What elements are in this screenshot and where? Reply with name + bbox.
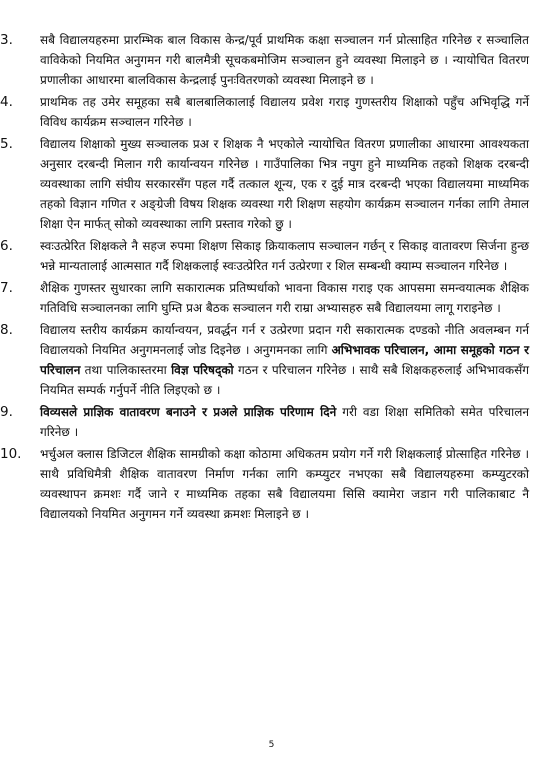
item-number: 10. xyxy=(0,446,22,462)
item-text: शैक्षिक गुणस्तर सुधारका लागि सकारात्मक प्रतिष्पर्धाको भावना विकास गराइ एक आपसमा समन्वयात्मक शैक्षिक गतिविधि सञ्चालनका लागि घुम्ति प्रअ बैठक सञ्चालन गरी राम्रा अभ्यासहरु सबै विद्यालयमा लागू गराइनेछ । xyxy=(40,281,529,315)
list-item xyxy=(0,278,543,318)
item-text: स्वःउत्प्रेरित शिक्षकले नै सहज रुपमा शिक्षण सिकाइ क्रियाकलाप सञ्चालन गर्छन् र सिकाइ वातावरण सिर्जना हुन्छ भन्ने मान्यतालाई आत्मसात गर्दै शिक्षकलाई स्वःउत्प्रेरित गर्न उत्प्रेरणा र शिल सम्बन्धी क्याम्प सञ्चालन गरिनेछ । xyxy=(40,239,529,273)
list-item xyxy=(0,30,543,90)
bold-phrase: विव्यसले प्राज्ञिक वातावरण बनाउने र प्रअले प्राज्ञिक परिणाम दिने xyxy=(40,405,337,419)
item-number: 5. xyxy=(0,136,13,152)
item-text: विद्यालय शिक्षाको मुख्य सञ्चालक प्रअ र शिक्षक नै भएकोले न्यायोचित वितरण प्रणालीका आधारमा आवश्यकता अनुसार दरबन्दी मिलान गरी कार्यान्वयन गरिनेछ । गाउँपालिका भित्र नपुग हुने माध्यमिक तहको शिक्षक दरबन्दी व्यवस्थाका लागि संघीय सरकारसँग पहल गर्दै तत्काल शून्य, एक र दुई मात्र दरबन्दी भएका विद्यालयमा माध्यमिक तहको विज्ञान गणित र अङ्ग्रेजी विषय शिक्षक व्यवस्था गरी शिक्षण सहयोग कार्यक्रम सञ्चालन गर्नका लागि तेमाल शिक्षा ऐन मार्फत् सोको व्यवस्थाका लागि प्रस्ताव गरेको छु । xyxy=(40,137,529,231)
item-text: विद्यालय स्तरीय कार्यक्रम कार्यान्वयन, प्रवर्द्धन गर्न र उत्प्रेरणा प्रदान गरी सकारात्मक दण्डको नीति अवलम्बन गर्न विद्यालयको नियमित अनुगमनलाई जोड दिइनेछ । अनुगमनका लागि अभिभावक परिचालन, आमा समूहको गठन र परिचालन तथा पालिकास्तरमा विज्ञ परिषद्को गठन र परिचालन गरिनेछ । साथै सबै शिक्षकहरुलाई अभिभावकसँग नियमित सम्पर्क गर्नुपर्ने नीति लिइएको छ । xyxy=(40,323,529,397)
list-item xyxy=(0,444,543,524)
bold-phrase: अभिभावक परिचालन, आमा समूहको गठन र परिचालन xyxy=(40,343,529,377)
item-number: 9. xyxy=(0,404,13,420)
list-item xyxy=(0,402,543,442)
item-number: 6. xyxy=(0,238,13,254)
item-number: 3. xyxy=(0,32,13,48)
item-text: भर्चुअल क्लास डिजिटल शैक्षिक सामग्रीको कक्षा कोठामा अधिकतम प्रयोग गर्ने गरी शिक्षकलाई प्रोत्साहित गरिनेछ । साथै प्रविधिमैत्री शैक्षिक वातावरण निर्माण गर्नका लागि कम्प्युटर नभएका सबै विद्यालयहरुमा कम्प्युटरको व्यवस्थापन क्रमशः गर्दै जाने र माध्यमिक तहका सबै विद्यालयमा सिसि क्यामेरा जडान गरी पालिकाबाट नै विद्यालयको नियमित अनुगमन गर्ने व्यवस्था क्रमशः मिलाइने छ । xyxy=(40,447,529,521)
document-page xyxy=(0,30,543,526)
item-text: प्राथमिक तह उमेर समूहका सबै बालबालिकालाई विद्यालय प्रवेश गराइ गुणस्तरीय शिक्षाको पहुँच अभिवृद्धि गर्ने विविध कार्यक्रम सञ्चालन गरिनेछ । xyxy=(40,95,529,129)
list-item xyxy=(0,92,543,132)
list-item xyxy=(0,236,543,276)
page-number: 5 xyxy=(268,740,275,750)
item-number: 8. xyxy=(0,322,13,338)
list-item xyxy=(0,320,543,400)
item-number: 7. xyxy=(0,280,13,296)
list-item xyxy=(0,134,543,234)
bold-phrase: विज्ञ परिषद्को xyxy=(171,363,234,377)
item-number: 4. xyxy=(0,94,13,110)
item-text: सबै विद्यालयहरुमा प्रारम्भिक बाल विकास केन्द्र/पूर्व प्राथमिक कक्षा सञ्चालन गर्न प्रोत्साहित गरिनेछ र सञ्चालित वाविकेको नियमित अनुगमन गरी बालमैत्री सूचकबमोजिम सञ्चालन हुने व्यवस्था मिलाइने छ । न्यायोचित वितरण प्रणालीका आधारमा बालविकास केन्द्रलाई पुनःवितरणको व्यवस्था मिलाइने छ । xyxy=(40,33,529,87)
item-text: विव्यसले प्राज्ञिक वातावरण बनाउने र प्रअले प्राज्ञिक परिणाम दिने गरी वडा शिक्षा समितिको समेत परिचालन गरिनेछ । xyxy=(40,405,529,439)
